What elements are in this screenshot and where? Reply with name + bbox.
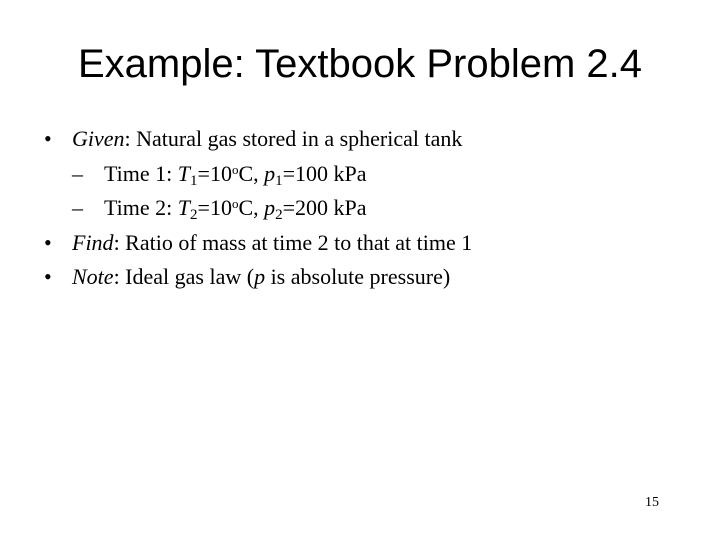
bullet-list: [44, 122, 684, 295]
time-1-degree: o: [231, 161, 239, 177]
given-text: : Natural gas stored in a spherical tank: [124, 126, 463, 151]
bullet-symbol: •: [44, 264, 52, 289]
note-text-after: is absolute pressure): [265, 264, 451, 289]
bullet-symbol: •: [44, 229, 52, 255]
page-number: 15: [645, 495, 659, 510]
time-2-text: [104, 191, 367, 226]
time-1-p-sub: 1: [275, 172, 283, 189]
time-1-T-unit: C,: [238, 160, 265, 186]
time-2-p-val: =200 kPa: [282, 195, 367, 220]
bullet-note: [44, 260, 684, 295]
time-2-T-val: =10: [197, 195, 232, 220]
bullet-given: [44, 122, 684, 157]
time-2-p-var: p: [264, 195, 276, 220]
note-label: Note: [72, 264, 114, 289]
time-2-T-var: T: [177, 195, 191, 220]
time-2-p-sub: 2: [275, 207, 283, 223]
time-2-T-unit: C,: [238, 195, 265, 220]
slide-title: Example: Textbook Problem 2.4: [77, 42, 642, 86]
note-var: p: [254, 264, 266, 289]
time-1-p-val: =100 kPa: [282, 160, 367, 186]
dash-symbol: –: [72, 160, 83, 186]
bullet-find-text: [72, 226, 472, 261]
find-text: : Ratio of mass at time 2 to that at time 1: [113, 229, 473, 255]
bullet-symbol: •: [44, 126, 52, 151]
dash-symbol: –: [72, 195, 83, 220]
bullet-given-text: [72, 122, 462, 157]
bullet-note-text: [72, 260, 450, 295]
time-1-T-var: T: [177, 160, 191, 186]
sub-item-time-1: [44, 157, 684, 192]
given-label: Given: [72, 126, 125, 151]
time-2-prefix: Time 2:: [104, 195, 178, 220]
sub-item-time-2: [44, 191, 684, 226]
time-1-prefix: Time 1:: [104, 160, 178, 186]
bullet-find: [44, 226, 684, 261]
find-label: Find: [72, 229, 114, 255]
time-1-text: [104, 157, 367, 192]
time-1-T-sub: 1: [190, 172, 198, 189]
time-1-T-val: =10: [197, 160, 232, 186]
note-text-before: : Ideal gas law (: [113, 264, 255, 289]
time-2-T-sub: 2: [190, 207, 198, 223]
time-2-degree: o: [231, 196, 239, 211]
time-1-p-var: p: [264, 160, 276, 186]
